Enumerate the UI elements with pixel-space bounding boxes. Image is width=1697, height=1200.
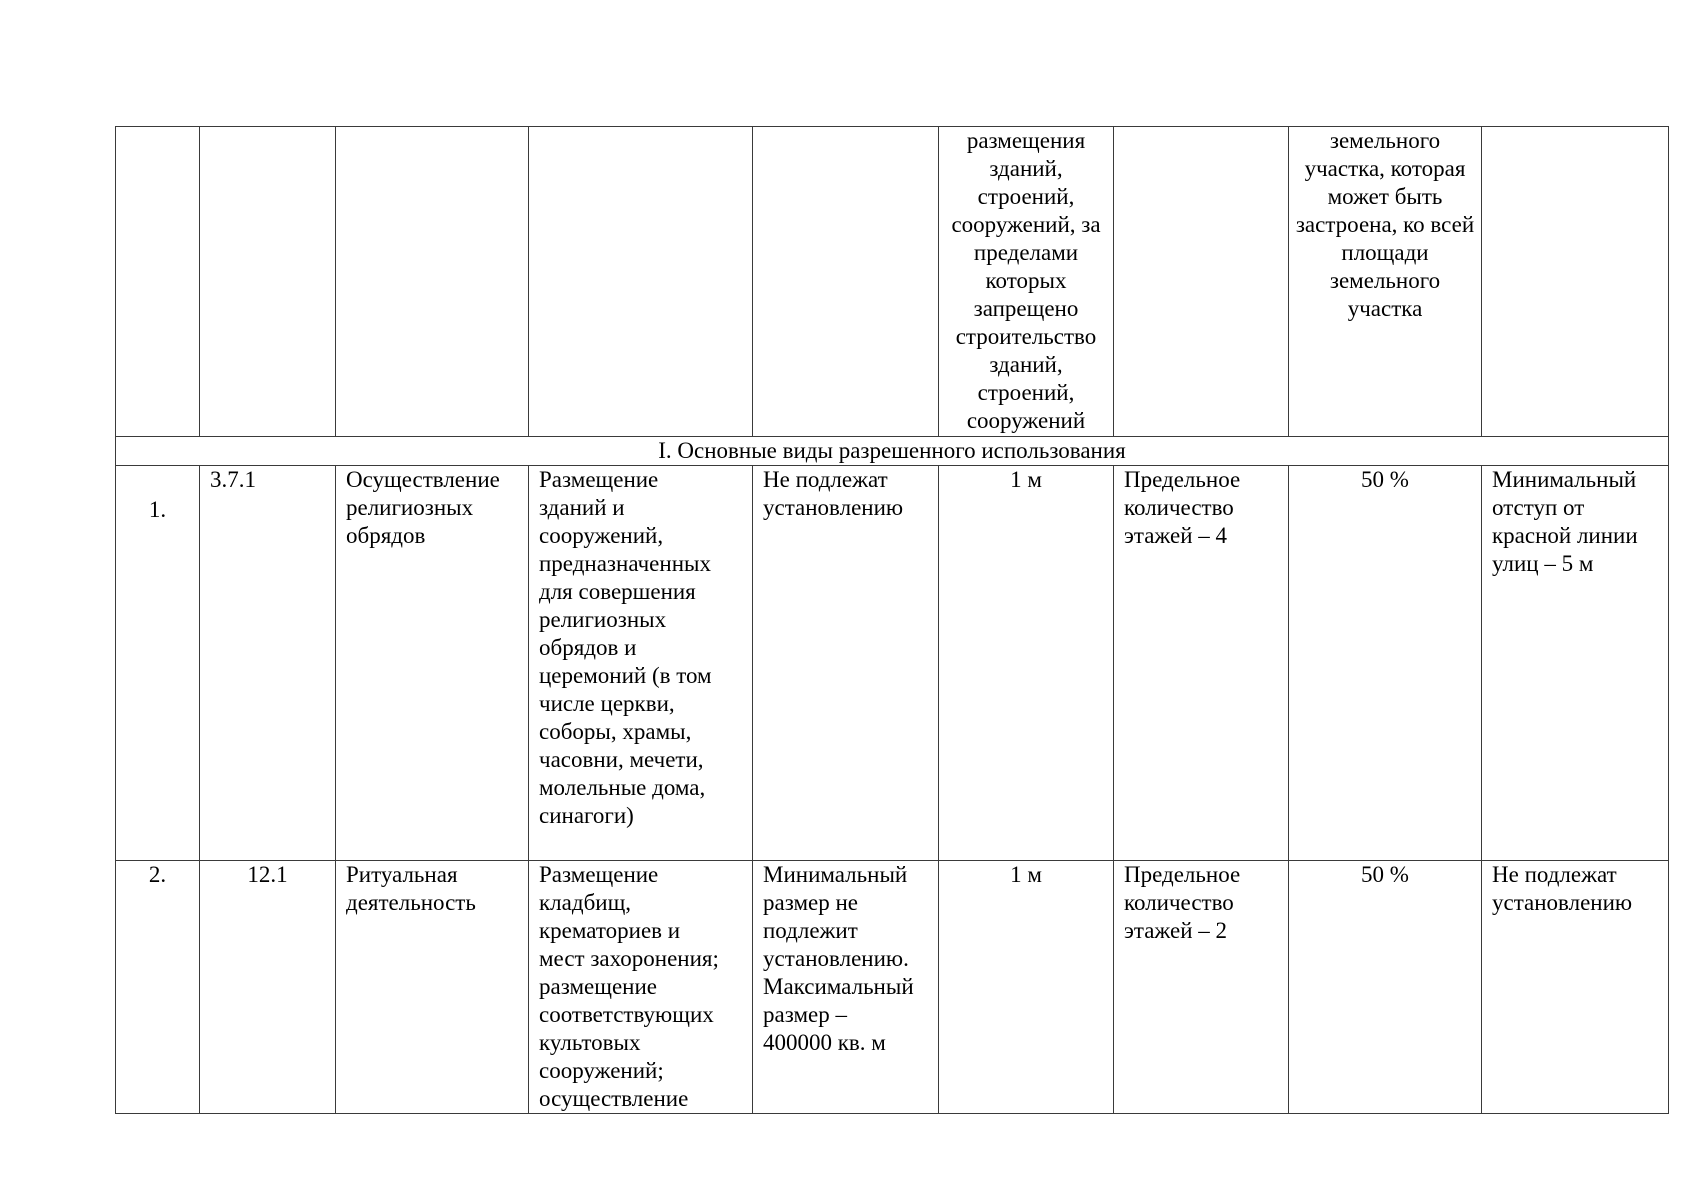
- table-row-section: [116, 437, 1669, 466]
- coverage-cell: [1289, 466, 1482, 861]
- use-code: 3.7.1: [210, 467, 256, 492]
- table-cell: [1114, 127, 1289, 437]
- other-params-cell: [1482, 861, 1669, 1114]
- table-cell: [939, 127, 1114, 437]
- plot-size-cell: [753, 466, 939, 861]
- table-row: [116, 466, 1669, 861]
- use-description: Размещение кладбищ, крематориев и мест захоронения; размещение соответствующих культовых сооружений; осуществление: [539, 862, 719, 1111]
- floors-cell: [1114, 861, 1289, 1114]
- plot-size: Минимальный размер не подлежит установлению. Максимальный размер – 400000 кв. м: [763, 862, 914, 1055]
- table-row-continuation: [116, 127, 1669, 437]
- setback-header-continuation: размещения зданий, строений, сооружений, за пределами которых запрещено строительство зданий, строений, сооружений: [951, 128, 1101, 433]
- use-description: Размещение зданий и сооружений, предназначенных для совершения религиозных обрядов и церемоний (в том числе церкви, соборы, храмы, часовни, мечети, молельные дома, синагоги): [539, 467, 712, 828]
- row-number-cell: [116, 466, 200, 861]
- table-row: [116, 861, 1669, 1114]
- plot-size-cell: [753, 861, 939, 1114]
- setback-value: 1 м: [1010, 467, 1042, 492]
- section-title: I. Основные виды разрешенного использования: [116, 437, 1669, 466]
- row-number: 2.: [148, 862, 167, 887]
- other-params: Не подлежат установлению: [1492, 862, 1633, 915]
- setback-value: 1 м: [1010, 862, 1042, 887]
- table-cell: [1482, 127, 1669, 437]
- description-cell: [529, 861, 753, 1114]
- land-use-table: [115, 126, 1669, 1114]
- table-cell: [116, 127, 200, 437]
- other-params-cell: [1482, 466, 1669, 861]
- table-cell: [1289, 127, 1482, 437]
- row-number-cell: [116, 861, 200, 1114]
- coverage-header-continuation: земельного участка, которая может быть застроена, ко всей площади земельного участка: [1295, 128, 1475, 321]
- coverage-cell: [1289, 861, 1482, 1114]
- floors-cell: [1114, 466, 1289, 861]
- name-cell: [336, 466, 529, 861]
- use-name: Ритуальная деятельность: [346, 862, 476, 915]
- code-cell: [200, 861, 336, 1114]
- row-number: 1.: [148, 497, 167, 522]
- name-cell: [336, 861, 529, 1114]
- table-cell: [336, 127, 529, 437]
- floors-value: Предельное количество этажей – 2: [1124, 862, 1241, 943]
- description-cell: [529, 466, 753, 861]
- floors-value: Предельное количество этажей – 4: [1124, 467, 1241, 548]
- setback-cell: [939, 466, 1114, 861]
- use-code: 12.1: [247, 862, 288, 887]
- table-cell: [529, 127, 753, 437]
- table-cell: [200, 127, 336, 437]
- coverage-value: 50 %: [1361, 862, 1409, 887]
- use-name: Осуществление религиозных обрядов: [346, 467, 500, 548]
- coverage-value: 50 %: [1361, 467, 1409, 492]
- setback-cell: [939, 861, 1114, 1114]
- table-cell: [753, 127, 939, 437]
- code-cell: [200, 466, 336, 861]
- other-params: Минимальный отступ от красной линии улиц – 5 м: [1492, 467, 1638, 576]
- plot-size: Не подлежат установлению: [763, 467, 904, 520]
